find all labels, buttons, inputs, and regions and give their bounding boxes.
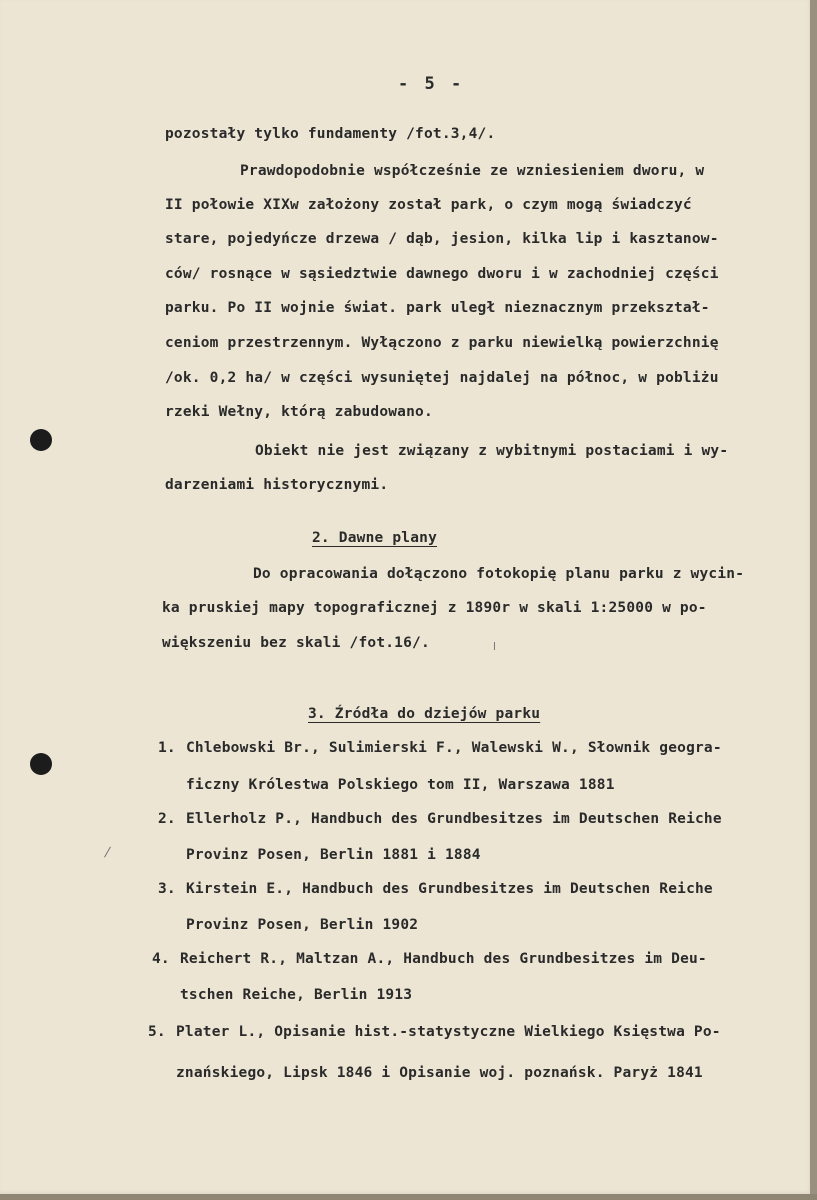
list-text: Reichert R., Maltzan A., Handbuch des Grundbesitzes im Deu- bbox=[180, 951, 707, 967]
punch-hole bbox=[30, 753, 52, 775]
text-line: Obiekt nie jest związany z wybitnymi postaciami i wy- bbox=[255, 443, 729, 459]
list-number: 4. bbox=[152, 951, 170, 967]
list-text: Kirstein E., Handbuch des Grundbesitzes im Deutschen Reiche bbox=[186, 881, 713, 897]
list-text: Ellerholz P., Handbuch des Grundbesitzes im Deutschen Reiche bbox=[186, 811, 722, 827]
text-line: /ok. 0,2 ha/ w części wysuniętej najdalej na północ, w pobliżu bbox=[165, 370, 719, 386]
text-line: rzeki Wełny, którą zabudowano. bbox=[165, 404, 433, 420]
text-line: ka pruskiej mapy topograficznej z 1890r w skali 1:25000 w po- bbox=[162, 600, 707, 616]
text-line: ców/ rosnące w sąsiedztwie dawnego dworu i w zachodniej części bbox=[165, 266, 719, 282]
page-edge-bottom bbox=[0, 1194, 817, 1200]
pen-mark bbox=[494, 642, 495, 650]
text-line: Prawdopodobnie współcześnie ze wzniesieniem dworu, w bbox=[240, 163, 705, 179]
punch-hole bbox=[30, 429, 52, 451]
list-number: 3. bbox=[158, 881, 176, 897]
text-line: większeniu bez skali /fot.16/. bbox=[162, 635, 430, 651]
pen-mark bbox=[104, 847, 111, 858]
list-number: 5. bbox=[148, 1024, 166, 1040]
section-heading: 2. Dawne plany bbox=[312, 530, 438, 546]
text-line: stare, pojedyńcze drzewa / dąb, jesion, kilka lip i kasztanow- bbox=[165, 231, 719, 247]
text-line: II połowie XIXw założony został park, o czym mogą świadczyć bbox=[165, 197, 692, 213]
text-line: Do opracowania dołączono fotokopię planu parku z wycin- bbox=[253, 566, 745, 582]
list-text: znańskiego, Lipsk 1846 i Opisanie woj. poznańsk. Paryż 1841 bbox=[176, 1065, 703, 1081]
list-number: 1. bbox=[158, 740, 176, 756]
list-text: Provinz Posen, Berlin 1902 bbox=[186, 917, 419, 933]
text-line: parku. Po II wojnie świat. park uległ nieznacznym przekształ- bbox=[165, 300, 710, 316]
section-heading: 3. Źródła do dziejów parku bbox=[308, 706, 541, 722]
text-line: ceniom przestrzennym. Wyłączono z parku niewielką powierzchnię bbox=[165, 335, 719, 351]
list-number: 2. bbox=[158, 811, 176, 827]
list-text: tschen Reiche, Berlin 1913 bbox=[180, 987, 413, 1003]
text-line: pozostały tylko fundamenty /fot.3,4/. bbox=[165, 126, 496, 142]
list-text: Plater L., Opisanie hist.-statystyczne Wielkiego Księstwa Po- bbox=[176, 1024, 721, 1040]
page-number: - 5 - bbox=[398, 74, 465, 94]
text-line: darzeniami historycznymi. bbox=[165, 477, 389, 493]
list-text: ficzny Królestwa Polskiego tom II, Warszawa 1881 bbox=[186, 777, 615, 793]
list-text: Provinz Posen, Berlin 1881 i 1884 bbox=[186, 847, 481, 863]
list-text: Chlebowski Br., Sulimierski F., Walewski W., Słownik geogra- bbox=[186, 740, 722, 756]
page-edge-right bbox=[810, 0, 817, 1200]
